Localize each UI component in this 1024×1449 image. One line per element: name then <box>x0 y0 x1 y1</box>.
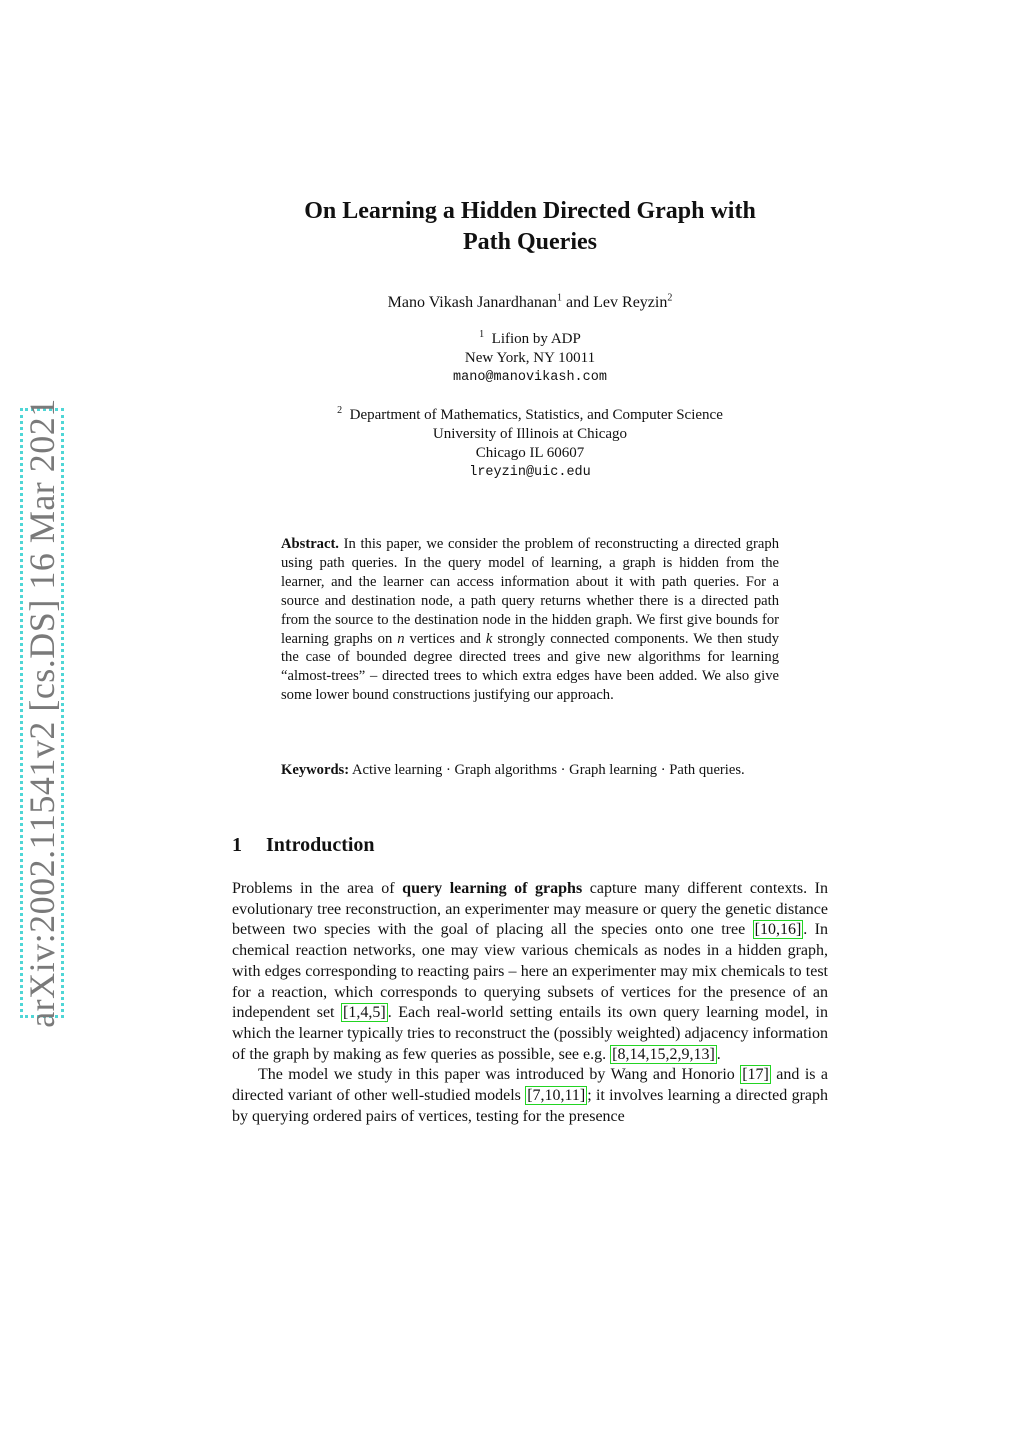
affiliation-2-org: Department of Mathematics, Statistics, and Computer Science <box>349 407 723 423</box>
affiliation-2 <box>232 406 828 482</box>
abstract <box>281 535 779 705</box>
abstract-text-1: In this paper, we consider the problem of reconstructing a directed graph using path queries. In the query model of learning, a graph is hidden from the learner, and the learner can access information about it with path queries. For a source and destination node, a path query returns whether there is a directed path from the source to the destination node in the hidden graph. We first give bounds for learning graphs on <box>281 536 779 647</box>
paragraph-1-text-c: . In chemical reaction networks, one may view various chemicals as nodes in a hidden graph, with edges corresponding to reacting pairs – here an experimenter may mix chemicals to test for a reaction, which corresponds to querying subsets of vertices for the presence of an independent set <box>232 921 829 1022</box>
citation-link[interactable]: [7,10,11] <box>527 1087 586 1105</box>
paragraph-1-bold: query learning of graphs <box>402 880 583 897</box>
paragraph-2-text-b: and is a directed variant of other well-studied models <box>232 1066 829 1105</box>
affiliation-2-mark: 2 <box>337 405 343 416</box>
paragraph-2-text-a: The model we study in this paper was introduced by Wang and Honorio <box>258 1066 741 1084</box>
abstract-text-3: strongly connected components. We then study the case of bounded degree directed trees and give new algorithms for learning “almost-trees” – directed trees to which extra edges have been added. We also give some lower bound constructions justifying our approach. <box>281 630 779 704</box>
citation-link[interactable]: [17] <box>742 1066 769 1084</box>
author-2-mark: 2 <box>667 292 673 304</box>
affiliation-1 <box>232 330 828 387</box>
section-number: 1 <box>232 834 242 856</box>
paragraph-1-text-e: . <box>716 1045 721 1063</box>
paragraph-1-text-d: . Each real-world setting entails its own query learning model, in which the learner typically tries to reconstruct the (possibly weighted) adjacency information of the graph by making as few queries as possible, see e.g. <box>232 1004 828 1063</box>
paragraph-2-text-c: ; it involves learning a directed graph by querying ordered pairs of vertices, testing for the presence <box>232 1087 829 1125</box>
affiliation-1-city: New York, NY 10011 <box>464 350 596 366</box>
keywords-text: Active learning · Graph algorithms · Graph learning · Path queries. <box>351 762 745 778</box>
author-1: Mano Vikash Janardhanan <box>387 294 558 311</box>
abstract-var-n: n <box>397 630 405 647</box>
affiliation-2-email[interactable]: lreyzin@uic.edu <box>469 465 591 480</box>
affiliation-2-university: University of Illinois at Chicago <box>432 426 628 442</box>
paragraph-1-text-b: capture many different contexts. In evolutionary tree reconstruction, an experimenter may measure or query the genetic distance between two species with the goal of placing all the species onto one tree <box>232 880 829 939</box>
abstract-var-k: k <box>485 630 493 647</box>
abstract-text-2: vertices and <box>404 630 486 647</box>
author-list <box>232 292 828 314</box>
keywords <box>281 761 779 780</box>
arxiv-stamp <box>20 398 64 1028</box>
section-heading <box>232 834 375 857</box>
paragraph-2 <box>232 1065 828 1127</box>
affiliation-1-email[interactable]: mano@manovikash.com <box>453 370 607 385</box>
affiliation-1-org: Lifion by ADP <box>491 331 581 347</box>
arxiv-id: arXiv:2002.11541v2 [cs.DS] 16 Mar 2021 <box>22 398 62 1028</box>
affiliation-2-city: Chicago IL 60607 <box>475 445 585 461</box>
keywords-label: Keywords: <box>281 762 350 778</box>
author-1-mark: 1 <box>557 292 563 304</box>
citation-link[interactable]: [8,14,15,2,9,13] <box>612 1045 715 1063</box>
paper-title <box>232 196 828 258</box>
title-line-1: On Learning a Hidden Directed Graph with <box>304 198 756 224</box>
paragraph-1 <box>232 879 828 1065</box>
affiliation-1-mark: 1 <box>479 329 485 340</box>
citation-link[interactable]: [1,4,5] <box>343 1004 386 1022</box>
section-title: Introduction <box>266 834 375 856</box>
citation-link[interactable]: [10,16] <box>754 921 802 939</box>
author-2: Lev Reyzin <box>593 294 668 311</box>
title-line-2: Path Queries <box>463 229 597 255</box>
abstract-label: Abstract. <box>281 536 339 552</box>
paragraph-1-text-a: Problems in the area of <box>232 880 403 897</box>
author-conjunction: and <box>566 294 590 311</box>
introduction-body <box>232 879 828 1127</box>
